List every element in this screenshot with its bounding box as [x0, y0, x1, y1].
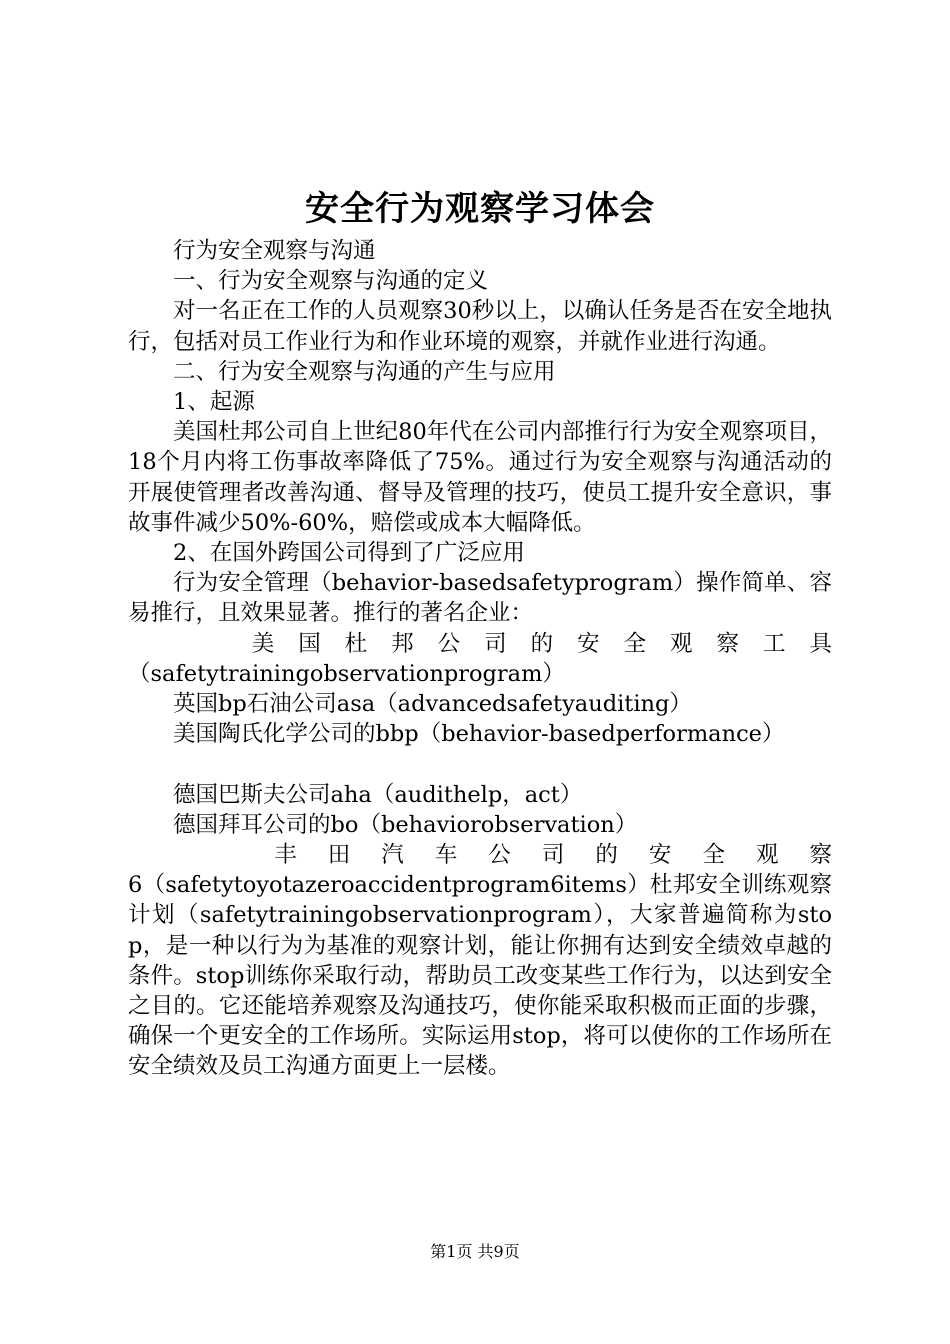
paragraph-bp: 英国bp石油公司asa（advancedsafetyauditing） — [173, 691, 692, 718]
paragraph-bbs-intro: 行为安全管理（behavior-basedsafetyprogram）操作简单、容易推行，且效果显著。推行的著名企业： — [128, 570, 832, 627]
paragraph-section-2-heading: 二、行为安全观察与沟通的产生与应用 — [173, 358, 556, 385]
paragraph-heading-topic: 行为安全观察与沟通 — [173, 238, 376, 264]
page-number-footer: 第1页 共9页 — [430, 1242, 520, 1261]
paragraph-origin: 美国杜邦公司自上世纪80年代在公司内部推行行为安全观察项目，18个月内将工伤事故率降低了75%。通过行为安全观察与沟通活动的开展使管理者改善沟通、督导及管理的技巧，使员工提升安全意识，事故事件减少50%-60%，赔偿或成本大幅降低。 — [128, 419, 832, 536]
paragraph-bayer: 德国拜耳公司的bo（behaviorobservation） — [173, 811, 638, 838]
paragraph-definition: 对一名正在工作的人员观察30秒以上，以确认任务是否在安全地执行，包括对员工作业行为和作业环境的观察，并就作业进行沟通。 — [128, 298, 832, 355]
document-title: 安全行为观察学习体会 — [305, 189, 655, 229]
paragraph-dupont-tool: 美国杜邦公司的安全观察工具 — [251, 630, 832, 657]
paragraph-application-heading: 2、在国外跨国公司得到了广泛应用 — [173, 540, 525, 567]
paragraph-toyota: 丰田汽车公司的安全观察 — [274, 842, 832, 869]
paragraph-dow: 美国陶氏化学公司的bbp（behavior-basedperformance） — [173, 721, 785, 748]
paragraph-dupont-tool-name: （safetytrainingobservationprogram） — [128, 660, 565, 687]
paragraph-section-1-heading: 一、行为安全观察与沟通的定义 — [173, 268, 489, 295]
blank-line — [128, 749, 832, 779]
paragraph-origin-heading: 1、起源 — [173, 389, 255, 416]
paragraph-basf: 德国巴斯夫公司aha（audithelp，act） — [173, 781, 583, 808]
document-body — [128, 236, 832, 1082]
paragraph-stop: 6（safetytoyotazeroaccidentprogram6items）杜邦安全训练观察计划（safetytrainingobservationprogram），大家普遍简称为stop，是一种以行为为基准的观察计划，能让你拥有达到安全绩效卓越的条件。stop训练你采取行动，帮助员工改变某些工作行为，以达到安全之目的。它还能培养观察及沟通技巧，使你能采取积极而正面的步骤，确保一个更安全的工作场所。实际运用stop，将可以使你的工作场所在安全绩效及员工沟通方面更上一层楼。 — [128, 872, 832, 1080]
